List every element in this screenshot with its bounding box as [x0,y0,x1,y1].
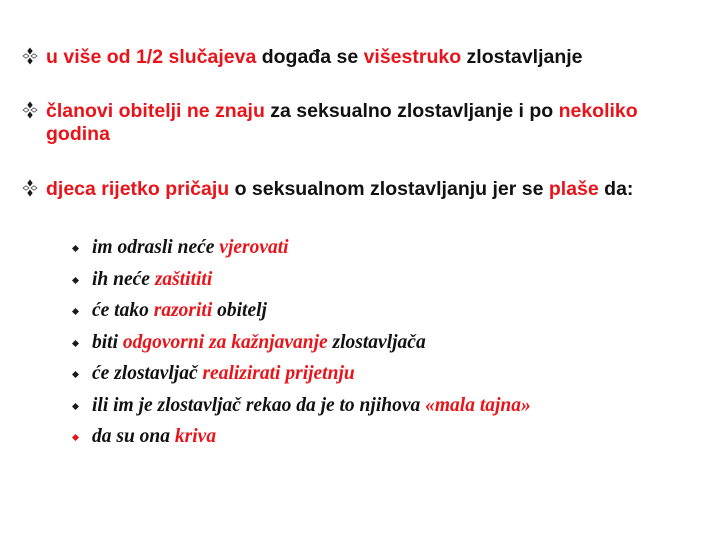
text-run: će zlostavljač [92,363,203,384]
four-diamond-bullet-icon [22,47,38,65]
text-run: realizirati prijetnju [202,363,355,384]
sub-bullet-item [72,425,531,457]
four-diamond-bullet-icon [22,101,38,119]
main-bullet-text [46,178,666,201]
main-bullet-1 [22,46,666,69]
four-diamond-bullet-icon [22,179,38,197]
main-bullet-text [46,46,666,69]
sub-bullet-item [72,236,531,268]
text-run: zlostavljanje [461,46,583,68]
sub-bullet-item [72,331,531,363]
sub-bullet-item [72,362,531,394]
sub-bullet-list [72,236,531,457]
text-run: članovi obitelji ne znaju [46,100,265,122]
text-run: «mala tajna» [425,394,531,416]
text-run: ili im je zlostavljač rekao da je to njihova [92,394,426,416]
sub-bullet-item [72,268,531,300]
sub-bullet-item [72,394,531,426]
text-run: im odrasli neće [92,237,220,258]
main-bullet-3 [22,178,666,201]
main-bullet-text [46,100,666,146]
text-run: odgovorni za kažnjavanje [122,331,328,353]
text-run: u [46,46,64,68]
text-run: da: [598,178,634,200]
diamond-bullet-icon [72,403,79,410]
diamond-bullet-icon [72,245,79,252]
text-run: zaštititi [154,268,213,290]
diamond-bullet-icon [72,434,79,441]
text-run: će tako [92,300,154,321]
diamond-bullet-icon [72,308,79,315]
text-run: razoriti [153,300,213,321]
text-run: plaše [548,178,599,200]
text-run: obitelj [212,300,267,321]
text-run: o seksualnom zlostavljanju jer se [229,178,549,200]
text-run: više od 1/2 slučajeva [63,46,257,68]
text-run: kriva [174,426,217,447]
text-run: da su ona [92,426,175,447]
text-run: događa se [256,46,364,68]
text-run: nekoliko godina [46,100,638,145]
diamond-bullet-icon [72,340,79,347]
text-run: djeca rijetko pričaju [46,178,230,200]
text-run: vjerovati [219,237,289,258]
diamond-bullet-icon [72,277,79,284]
text-run: biti [92,331,123,353]
text-run: ih neće [92,268,155,290]
text-run: zlostavljača [327,331,426,353]
text-run: za seksualno zlostavljanje i po [264,100,559,122]
sub-bullet-item [72,299,531,331]
diamond-bullet-icon [72,371,79,378]
text-run: višestruko [363,46,462,68]
main-bullet-2 [22,100,666,146]
